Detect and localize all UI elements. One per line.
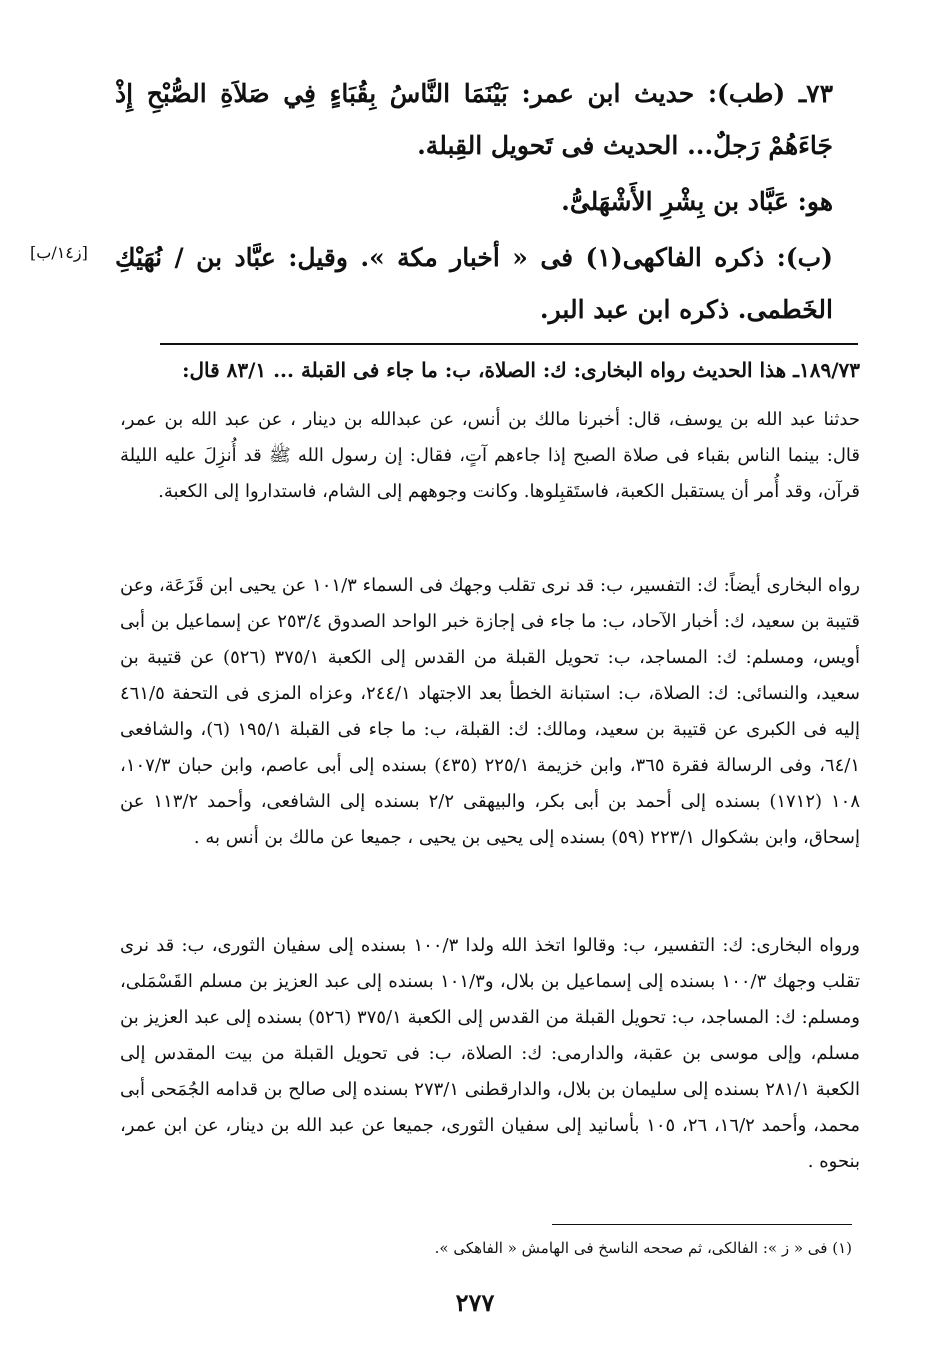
hadith-answer: هو: عَبَّاد بن بِشْرِ الأَشْهَلىُّ. bbox=[561, 187, 833, 216]
margin-reference: [ز١٤/ب] bbox=[30, 243, 88, 262]
commentary-paragraph-1: حدثنا عبد الله بن يوسف، قال: أخبرنا مالك بن أنس، عن عبدالله بن دينار ، عن عبد الله بن عمر، قال: بينما الناس بقباء فى صلاة الصبح إذا جاءهم آتٍ، فقال: إن رسول الله ﷺ قد أُنزِلَ عليه الليلة قرآن، وقد أُمر أن يستقبل الكعبة، فاستَقبِلوها. وكانت وجوههم إلى الشام، فاستداروا إلى الكعبة. bbox=[120, 409, 860, 502]
commentary-paragraph-3: ورواه البخارى: ك: التفسير، ب: وقالوا اتخذ الله ولدا ١٠٠/٣ بسنده إلى سفيان الثورى، ب: قد نرى تقلب وجهك ١٠٠/٣ بسنده إلى إسماعيل بن بلال، و١٠١/٣ بسنده إلى عبد العزيز بن مسلم القَسْمَلى، ومسلم: ك: المساجد، ب: تحويل القبلة من القدس إلى الكعبة ٣٧٥/١ (٥٢٦) بسنده إلى عبد العزيز بن مسلم، وإلى موسى بن عقبة، والدارمى: ك: الصلاة، ب: فى تحويل القبلة من بيت المقدس إلى الكعبة ٢٨١/١ بسنده إلى سليمان بن بلال، والدارقطنى ٢٧٣/١ بسنده إلى صالح بن قدامه الجُمَحى أبى محمد، وأحمد ١٦/٢، ٢٦، ١٠٥ بأسانيد إلى سفيان الثورى، جميعا عن عبد الله بن دينار، عن ابن عمر، بنحوه . bbox=[120, 935, 861, 1172]
commentary-heading bbox=[120, 352, 860, 390]
footnote-divider bbox=[552, 1224, 852, 1225]
hadith-b-note: (ب): ذكره الفاكهى(١) فى « أخبار مكة ». وقيل: عبَّاد بن / نُهَيْكِ الخَطمى. ذكره ابن عبد البر. bbox=[115, 243, 833, 324]
hadith-heading: ٧٣ـ (طب): حديث ابن عمر: بَيْنَمَا النَّاسُ بِقُبَاءٍ فِي صَلاَةِ الصُّبْحِ إِذْ جَاءَهُمْ رَجلٌ... الحديث فى تَحويل القِبلة. bbox=[115, 79, 834, 160]
section-divider bbox=[160, 343, 858, 345]
commentary-paragraph-2: رواه البخارى أيضاً: ك: التفسير، ب: قد نرى تقلب وجهك فى السماء ١٠١/٣ عن يحيى ابن قَزَعَة، وعن قتيبة بن سعيد، ك: أخبار الآحاد، ب: ما جاء فى إجازة خبر الواحد الصدوق ٢٥٣/٤ عن إسماعيل بن أبى أويس، ومسلم: ك: المساجد، ب: تحويل القبلة من القدس إلى الكعبة ٣٧٥/١ (٥٢٦) عن قتيبة بن سعيد، والنسائى: ك: الصلاة، ب: استبانة الخطأ بعد الاجتهاد ٢٤٤/١، وعزاه المزى فى التحفة ٤٦١/٥ إليه فى الكبرى عن قتيبة بن سعيد، ومالك: ك: القبلة، ب: ما جاء فى القبلة ١٩٥/١ (٦)، والشافعى ٦٤/١، وفى الرسالة فقرة ٣٦٥، وابن خزيمة ٢٢٥/١ (٤٣٥) بسنده إلى أبى عاصم، وابن حبان ١٠٧/٣، ١٠٨ (١٧١٢) بسنده إلى أحمد بن أبى بكر، والبيهقى ٢/٢ بسنده إلى الشافعى، وأحمد ١١٣/٢ عن إسحاق، وابن بشكوال ٢٢٣/١ (٥٩) بسنده إلى يحيى بن يحيى ، جميعا عن مالك بن أنس به . bbox=[120, 575, 861, 848]
footnote: (١) فى « ز »: الفالكى، ثم صححه الناسخ فى الهامش « الفاهكى ». bbox=[434, 1239, 852, 1257]
commentary-heading-text: ١٨٩/٧٣ـ هذا الحديث رواه البخارى: ك: الصلاة، ب: ما جاء فى القبلة ... ٨٣/١ قال: bbox=[182, 358, 860, 382]
page-number: ٢٧٧ bbox=[455, 1288, 495, 1317]
